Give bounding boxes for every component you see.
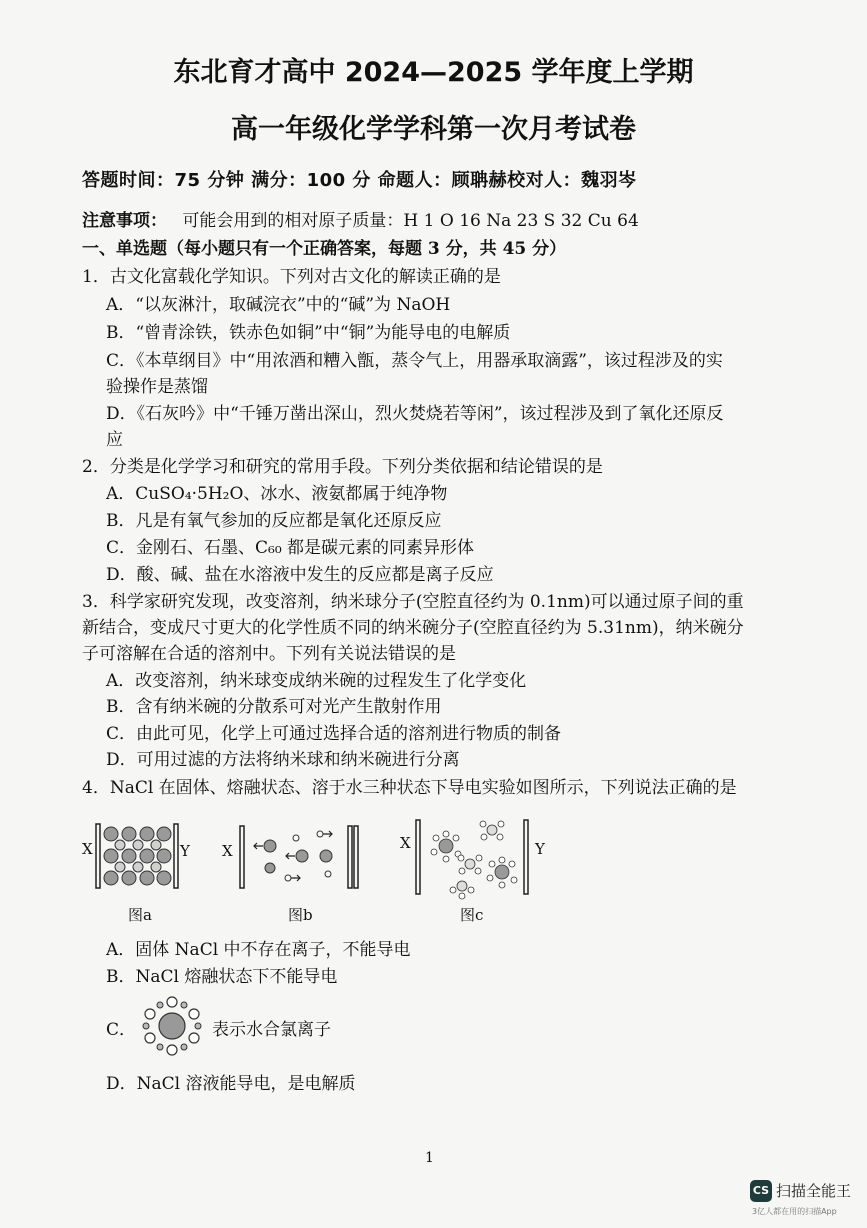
camscanner-logo-icon bbox=[750, 1180, 772, 1202]
q3-option-b: B．含有纳米碗的分散系可对光产生散射作用 bbox=[106, 697, 442, 717]
atomic-masses: 可能会用到的相对原子质量：H 1 O 16 Na 23 S 32 Cu 64 bbox=[182, 211, 639, 231]
q2-option-d: D．酸、碱、盐在水溶液中发生的反应都是离子反应 bbox=[106, 565, 494, 585]
q1-option-c-cont: 验操作是蒸馏 bbox=[106, 377, 208, 397]
fig-c-y-label: Y bbox=[535, 840, 545, 858]
fig-a-x-label: X bbox=[82, 840, 93, 858]
q4-option-c-prefix: C． bbox=[106, 1020, 137, 1040]
q1-option-a: A．“以灰淋汁，取碱浣衣”中的“碱”为 NaOH bbox=[106, 295, 451, 315]
q1-option-d: D．《石灰吟》中“千锤万凿出深山，烈火焚烧若等闲”，该过程涉及到了氧化还原反 bbox=[106, 404, 724, 424]
q2-option-a: A．CuSO₄·5H₂O、冰水、液氨都属于纯净物 bbox=[106, 484, 448, 504]
fig-c-x-label: X bbox=[400, 834, 411, 852]
page-number: 1 bbox=[425, 1150, 434, 1166]
q4-stem: 4．NaCl 在固体、熔融状态、溶于水三种状态下导电实验如图所示，下列说法正确的是 bbox=[82, 778, 737, 798]
fig-a-caption: 图a bbox=[128, 906, 152, 924]
q3-option-d: D．可用过滤的方法将纳米球和纳米碗进行分离 bbox=[106, 750, 460, 770]
fig-b-caption: 图b bbox=[288, 906, 313, 924]
q3-stem: 3．科学家研究发现，改变溶剂，纳米球分子(空腔直径约为 0.1nm)可以通过原子间的重 bbox=[82, 592, 744, 612]
q4-option-b: B．NaCl 熔融状态下不能导电 bbox=[106, 967, 338, 987]
section-header: 一、单选题（每小题只有一个正确答案，每题 3 分，共 45 分） bbox=[82, 239, 567, 259]
watermark-brand: 扫描全能王 bbox=[776, 1182, 852, 1200]
fig-a-y-label: Y bbox=[180, 842, 190, 860]
q1-option-b: B．“曾青涂铁，铁赤色如铜”中“铜”为能导电的电解质 bbox=[106, 323, 511, 343]
exam-info: 答题时间：75 分钟 满分：100 分 命题人：顾聃赫校对人：魏羽岑 bbox=[82, 170, 637, 191]
camscanner-logo-text: CS bbox=[752, 1184, 770, 1197]
q4-option-c-text: 表示水合氯离子 bbox=[212, 1020, 331, 1040]
notice-line bbox=[82, 206, 639, 231]
q3-option-a: A．改变溶剂，纳米球变成纳米碗的过程发生了化学变化 bbox=[106, 671, 527, 691]
q2-option-b: B．凡是有氧气参加的反应都是氧化还原反应 bbox=[106, 511, 442, 531]
notice-label: 注意事项： bbox=[82, 211, 167, 231]
q2-stem: 2．分类是化学学习和研究的常用手段。下列分类依据和结论错误的是 bbox=[82, 457, 603, 477]
q3-option-c: C．由此可见，化学上可通过选择合适的溶剂进行物质的制备 bbox=[106, 724, 562, 744]
exam-title-line2: 高一年级化学学科第一次月考试卷 bbox=[231, 114, 636, 145]
fig-c-solution-diagram bbox=[412, 806, 534, 902]
fig-c-caption: 图c bbox=[460, 906, 484, 924]
q4-option-a: A．固体 NaCl 中不存在离子，不能导电 bbox=[106, 940, 411, 960]
hydrated-chloride-ion-icon bbox=[138, 994, 206, 1058]
q1-option-c: C．《本草纲目》中“用浓酒和糟入甑，蒸令气上，用器承取滴露”，该过程涉及的实 bbox=[106, 351, 723, 371]
q1-option-d-cont: 应 bbox=[106, 430, 123, 450]
q2-option-c: C．金刚石、石墨、C₆₀ 都是碳元素的同素异形体 bbox=[106, 538, 475, 558]
fig-b-molten-diagram bbox=[236, 822, 362, 890]
watermark-tagline: 3亿人都在用的扫描App bbox=[752, 1207, 837, 1216]
exam-title-line1: 东北育才高中 2024—2025 学年度上学期 bbox=[173, 57, 694, 88]
q3-stem-line3: 子可溶解在合适的溶剂中。下列有关说法错误的是 bbox=[82, 644, 456, 664]
q3-stem-line2: 新结合，变成尺寸更大的化学性质不同的纳米碗分子(空腔直径约为 5.31nm)，纳米碗分 bbox=[82, 618, 744, 638]
q4-option-d: D．NaCl 溶液能导电，是电解质 bbox=[106, 1074, 356, 1094]
fig-a-lattice-diagram bbox=[94, 822, 180, 890]
q1-stem: 1．古文化富载化学知识。下列对古文化的解读正确的是 bbox=[82, 267, 501, 287]
fig-b-x-label: X bbox=[222, 842, 233, 860]
hydrated-ions bbox=[431, 821, 517, 899]
